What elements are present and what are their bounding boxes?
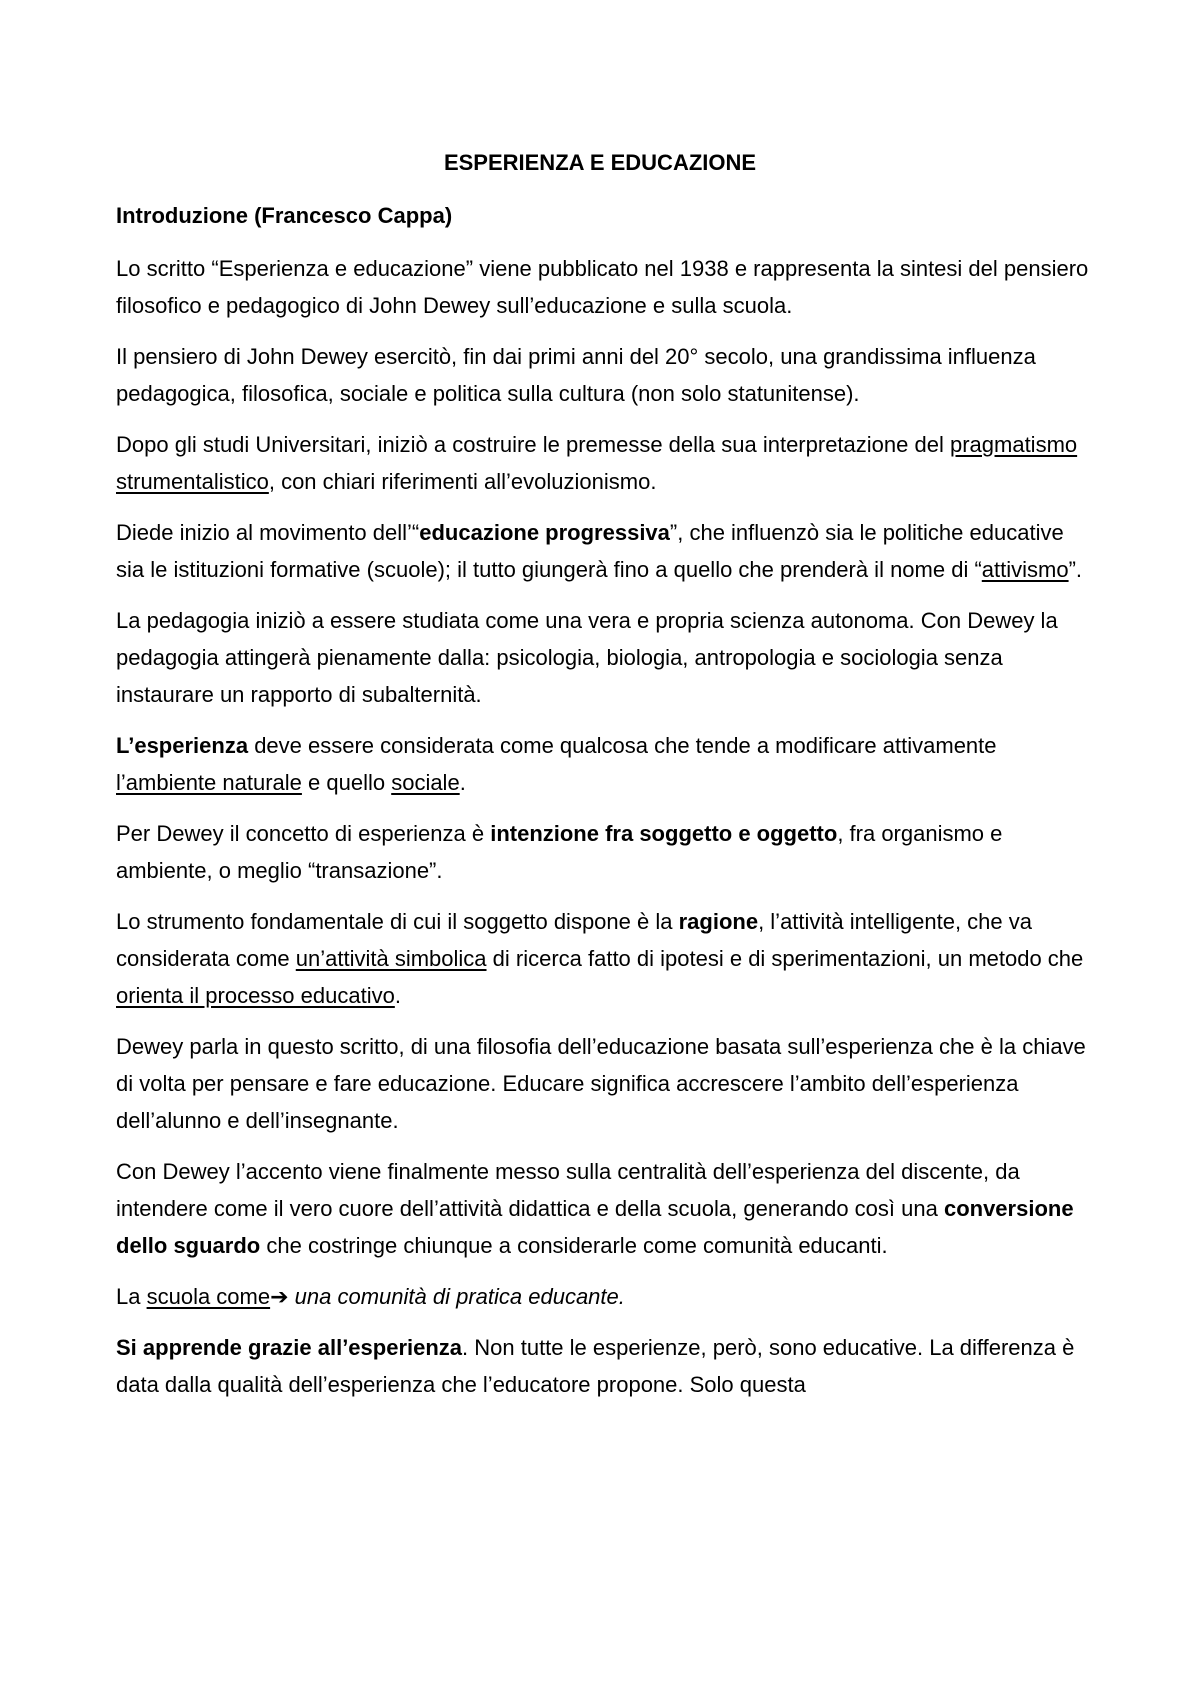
paragraph-3-text: , con chiari riferimenti all’evoluzionismo. [268,469,657,494]
paragraph-8 [116,903,1096,1014]
italic-phrase: una comunità di pratica educante. [288,1284,625,1309]
paragraph-8-text: . [394,983,401,1008]
paragraph-8-text: Lo strumento fondamentale di cui il soggetto dispone è la [116,909,679,934]
bold-term: L’esperienza [116,733,249,758]
paragraph-4-text: ”. [1068,557,1083,582]
underlined-term: un’attività simbolica [295,946,487,971]
paragraph-10-text: Con Dewey l’accento viene finalmente messo sulla centralità dell’esperienza del discente, da intendere come il vero cuore dell’attività didattica e della scuola, generando così una [116,1159,1020,1221]
bold-term: ragione [678,909,759,934]
paragraph-6-text: . [459,770,466,795]
document-body [116,250,1096,1417]
paragraph-4-text: Diede inizio al movimento dell’“ [116,520,420,545]
paragraph-6-text: e quello [301,770,392,795]
paragraph-4 [116,514,1096,588]
paragraph-8-text: , l’attività intelligente, che va considerata come [116,909,1032,971]
underlined-term: sociale [391,770,460,795]
paragraph-6 [116,727,1096,801]
underlined-term: attivismo [981,557,1069,582]
underlined-term: scuola come [146,1284,271,1309]
paragraph-7-text: Per Dewey il concetto di esperienza è [116,821,491,846]
paragraph-9: Dewey parla in questo scritto, di una filosofia dell’educazione basata sull’esperienza che è la chiave di volta per pensare e fare educazione. Educare significa accrescere l’ambito dell’esperienza dell’alunno e dell’insegnante. [116,1034,1086,1133]
bold-term: conversione dello sguardo [116,1196,1074,1258]
paragraph-10 [116,1153,1096,1264]
paragraph-7-text: , fra organismo e ambiente, o meglio “transazione”. [116,821,1003,883]
paragraph-8-text: di ricerca fatto di ipotesi e di sperimentazioni, un metodo che [486,946,1084,971]
paragraph-4-text: ”, che influenzò sia le politiche educative sia le istituzioni formative (scuole); il tutto giungerà fino a quello che prenderà il nome di “ [116,520,1064,582]
paragraph-12 [116,1329,1096,1403]
paragraph-1: Lo scritto “Esperienza e educazione” viene pubblicato nel 1938 e rappresenta la sintesi del pensiero filosofico e pedagogico di John Dewey sull’educazione e sulla scuola. [116,256,1089,318]
underlined-term: orienta il processo educativo [116,983,395,1008]
paragraph-10-text: che costringe chiunque a considerarle come comunità educanti. [260,1233,888,1258]
paragraph-6-text: deve essere considerata come qualcosa che tende a modificare attivamente [248,733,997,758]
document-title: ESPERIENZA E EDUCAZIONE [443,150,757,175]
underlined-term: pragmatismo strumentalistico [116,432,1078,494]
paragraph-11-text: La [116,1284,147,1309]
arrow-icon: ➔ [270,1284,289,1309]
paragraph-3-text: Dopo gli studi Universitari, iniziò a costruire le premesse della sua interpretazione del [116,432,950,457]
paragraph-12-text: . Non tutte le esperienze, però, sono educative. La differenza è data dalla qualità dell’esperienza che l’educatore propone. Solo questa [116,1335,1075,1397]
paragraph-7 [116,815,1096,889]
bold-term: intenzione fra soggetto e oggetto [490,821,838,846]
section-subtitle: Introduzione (Francesco Cappa) [116,203,453,228]
paragraph-2: Il pensiero di John Dewey esercitò, fin dai primi anni del 20° secolo, una grandissima influenza pedagogica, filosofica, sociale e politica sulla cultura (non solo statunitense). [116,344,1036,406]
bold-term: Si apprende grazie all’esperienza [116,1335,463,1360]
paragraph-5: La pedagogia iniziò a essere studiata come una vera e propria scienza autonoma. Con Dewey la pedagogia attingerà pienamente dalla: psicologia, biologia, antropologia e sociologia senza instaurare un rapporto di subalternità. [116,608,1058,707]
bold-term: educazione progressiva [419,520,670,545]
paragraph-3 [116,426,1096,500]
underlined-term: l’ambiente naturale [116,770,302,795]
paragraph-11 [116,1278,1096,1315]
